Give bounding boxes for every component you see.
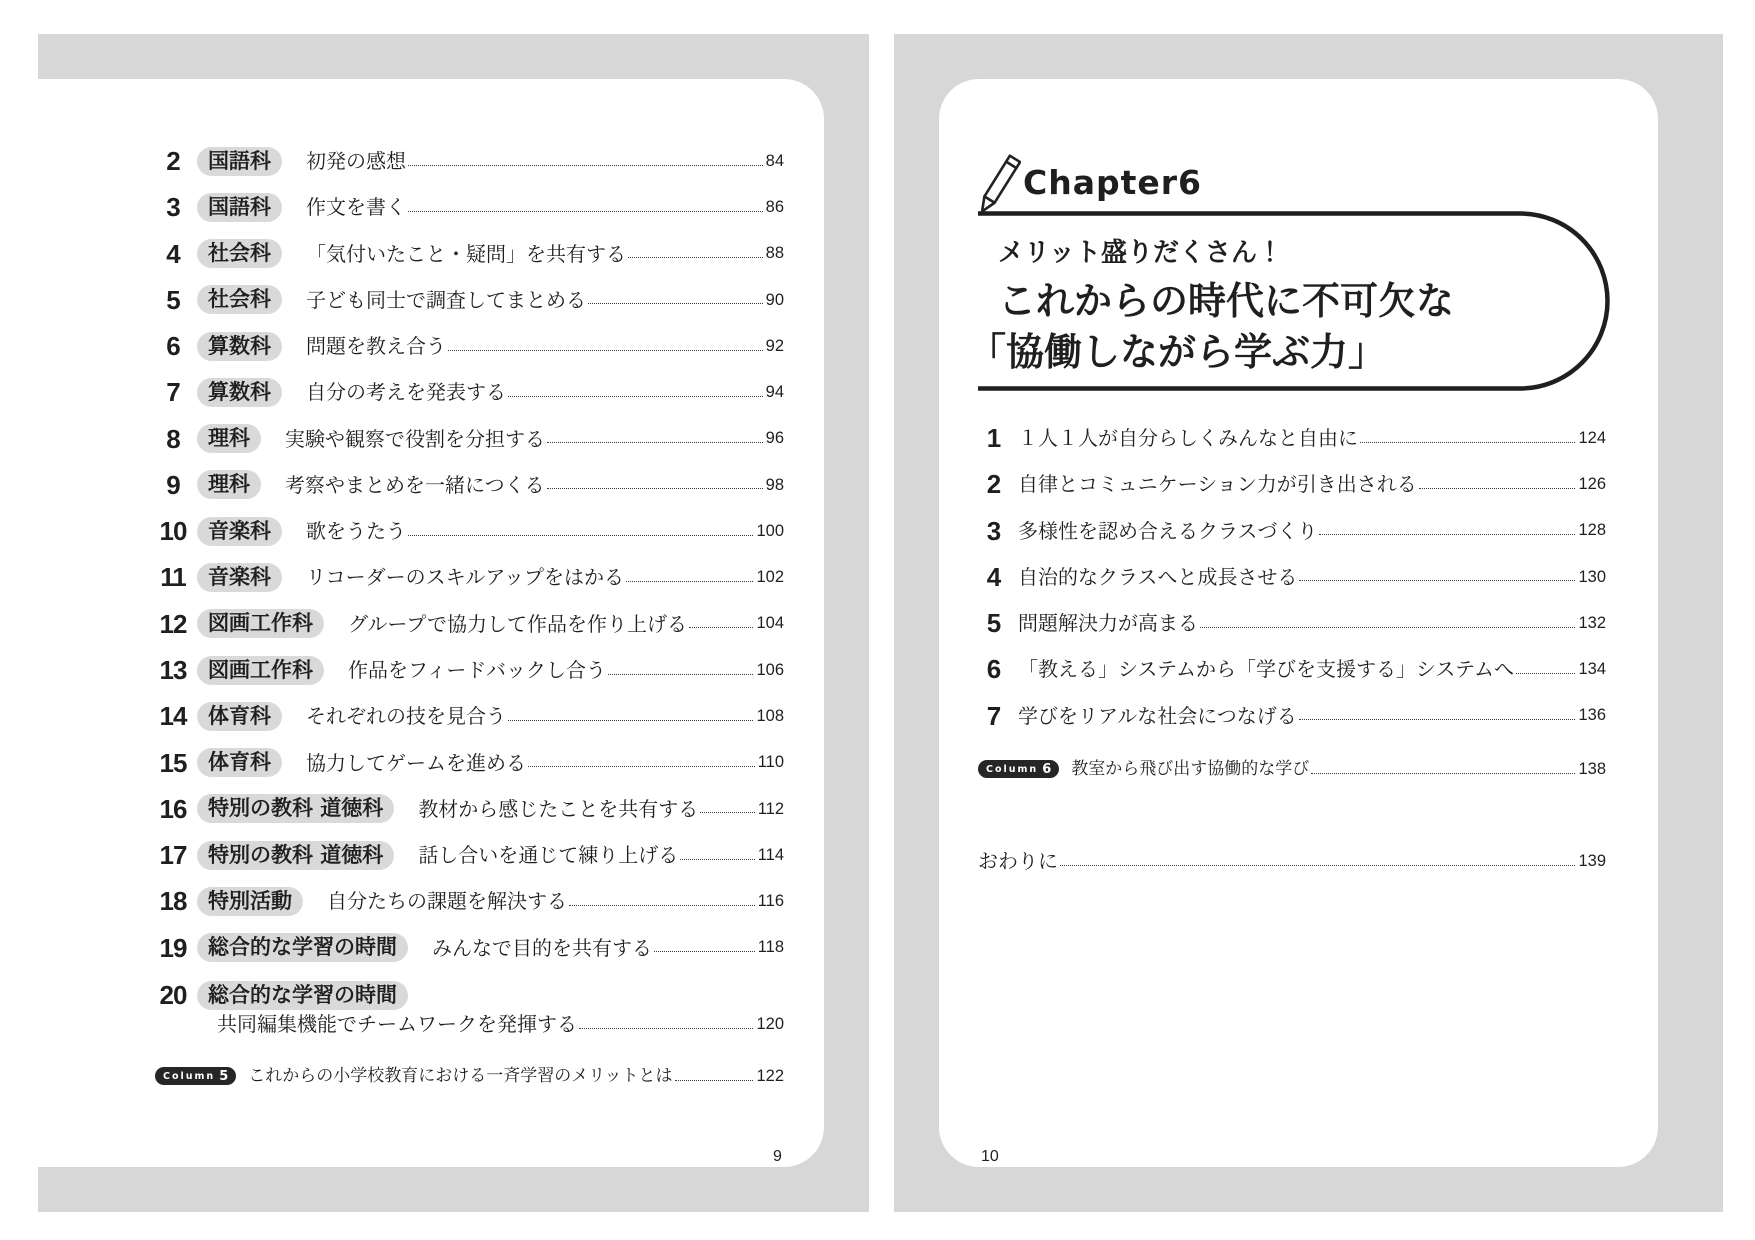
- toc-entry: [978, 461, 1606, 507]
- chapter-title-line-2: 「協働しながら学ぶ力」: [968, 330, 1387, 374]
- entry-title: 自治的なクラスへと成長させる: [1018, 564, 1298, 589]
- subject-badge: 体育科: [197, 702, 282, 731]
- page-ref: 126: [1578, 475, 1606, 494]
- dot-leader: [1299, 580, 1575, 581]
- toc-entry: [149, 832, 784, 878]
- subject-badge: 体育科: [197, 748, 282, 777]
- page-ref: 96: [765, 429, 784, 448]
- dot-leader: [528, 766, 755, 767]
- entry-number: 6: [986, 654, 1002, 685]
- toc-entry: [149, 416, 784, 462]
- entry-number: 16: [159, 793, 187, 824]
- entry-number: 19: [159, 932, 187, 963]
- entry-title: 「気付いたこと・疑問」を共有する: [306, 241, 626, 266]
- entry-title: みんなで目的を共有する: [432, 935, 652, 960]
- page-ref: 100: [756, 521, 784, 540]
- page-ref: 120: [756, 1014, 784, 1033]
- column-entry: [978, 755, 1606, 783]
- subject-badge: 理科: [197, 424, 261, 453]
- subject-badge: 特別の教科 道徳科: [197, 794, 394, 823]
- subject-badge: 特別活動: [197, 887, 303, 916]
- entry-number: 2: [166, 146, 180, 177]
- entry-number: 8: [166, 423, 180, 454]
- page-ref: 98: [765, 475, 784, 494]
- page-ref: 112: [757, 799, 784, 818]
- page-number: 9: [773, 1148, 782, 1165]
- toc-entry: [149, 323, 784, 369]
- column-badge: [155, 1067, 236, 1085]
- entry-number: 13: [159, 655, 187, 686]
- entry-title: 歌をうたう: [306, 519, 406, 544]
- toc-entry: [149, 462, 784, 508]
- entry-title: 問題を教え合う: [306, 334, 446, 359]
- entry-title: 「教える」システムから「学びを支援する」システムへ: [1018, 657, 1514, 682]
- dot-leader: [654, 951, 755, 952]
- entry-number: 7: [166, 377, 180, 408]
- entry-title: 作文を書く: [306, 195, 406, 220]
- dot-leader: [1419, 488, 1576, 489]
- dot-leader: [1311, 773, 1575, 774]
- entry-title: 実験や観察で役割を分担する: [285, 426, 545, 451]
- dot-leader: [569, 905, 755, 906]
- afterword-entry: [978, 846, 1606, 876]
- dot-leader: [508, 720, 753, 721]
- dot-leader: [689, 627, 753, 628]
- subject-badge: 特別の教科 道徳科: [197, 841, 394, 870]
- entry-number: 7: [986, 700, 1002, 731]
- entry-number: 15: [159, 747, 187, 778]
- page-ref: 118: [757, 938, 784, 957]
- entry-number: 3: [166, 192, 180, 223]
- page-ref: 84: [765, 151, 784, 170]
- toc-entry: [149, 739, 784, 785]
- entry-number: 6: [166, 331, 180, 362]
- toc-entry: [978, 508, 1606, 554]
- column-label: Column: [986, 763, 1039, 775]
- page-ref: 136: [1578, 706, 1606, 725]
- entry-title: 自分の考えを発表する: [306, 380, 506, 405]
- subject-badge: 総合的な学習の時間: [197, 981, 408, 1010]
- dot-leader: [579, 1028, 753, 1029]
- page-ref: 86: [765, 198, 784, 217]
- subject-badge: 社会科: [197, 239, 282, 268]
- dot-leader: [448, 350, 763, 351]
- entry-number: 1: [986, 423, 1002, 454]
- subject-badge: 音楽科: [197, 517, 282, 546]
- entry-number: 11: [160, 562, 186, 593]
- column-number: 5: [219, 1068, 229, 1084]
- dot-leader: [700, 812, 754, 813]
- dot-leader: [408, 211, 763, 212]
- entry-title: それぞれの技を見合う: [306, 704, 506, 729]
- toc-entry: [149, 184, 784, 230]
- page-ref: 102: [756, 568, 784, 587]
- entry-title: 協力してゲームを進める: [306, 750, 526, 775]
- subject-badge: 図画工作科: [197, 609, 324, 638]
- entry-number: 18: [159, 886, 187, 917]
- toc-entry: [978, 646, 1606, 692]
- dot-leader: [1319, 534, 1575, 535]
- entry-number: 2: [986, 469, 1002, 500]
- dot-leader: [547, 442, 763, 443]
- toc-entry: [149, 878, 784, 924]
- column-label: Column: [163, 1070, 216, 1082]
- toc-entry: [149, 230, 784, 276]
- page-ref: 90: [765, 290, 784, 309]
- column-title: これからの小学校教育における一斉学習のメリットとは: [248, 1065, 673, 1086]
- dot-leader: [1516, 673, 1575, 674]
- toc-entry: [149, 277, 784, 323]
- entry-title: 多様性を認め合えるクラスづくり: [1018, 518, 1318, 543]
- toc-entry: [149, 138, 784, 184]
- dot-leader: [628, 257, 763, 258]
- dot-leader: [547, 488, 763, 489]
- entry-title: 自分たちの課題を解決する: [327, 889, 567, 914]
- entry-title: 学びをリアルな社会につなげる: [1018, 703, 1297, 728]
- subject-badge: 算数科: [197, 378, 282, 407]
- entry-number: 9: [166, 469, 180, 500]
- entry-title: グループで協力して作品を作り上げる: [348, 611, 687, 636]
- subject-badge: 総合的な学習の時間: [197, 933, 408, 962]
- page-number: 10: [981, 1148, 999, 1165]
- entry-number: 5: [986, 608, 1002, 639]
- entry-number: 12: [159, 608, 187, 639]
- subject-badge: 国語科: [197, 193, 282, 222]
- column-entry: [155, 1062, 784, 1090]
- entry-number: 20: [159, 980, 187, 1010]
- dot-leader: [1299, 719, 1576, 720]
- entry-number: 4: [986, 561, 1002, 592]
- toc-entry: [149, 693, 784, 739]
- page-ref: 114: [757, 845, 784, 864]
- entry-title: 自律とコミュニケーション力が引き出される: [1018, 472, 1417, 497]
- dot-leader: [1360, 442, 1575, 443]
- toc-entry: [149, 647, 784, 693]
- entry-title: 考察やまとめを一緒につくる: [285, 472, 545, 497]
- toc-entry: [149, 369, 784, 415]
- toc-entry: [149, 554, 784, 600]
- page-ref: 92: [765, 336, 784, 355]
- entry-number: 14: [159, 701, 187, 732]
- entry-number: 10: [159, 516, 187, 547]
- entry-number: 3: [986, 515, 1002, 546]
- entry-title: 共同編集機能でチームワークを発揮する: [217, 1012, 577, 1036]
- column-title: 教室から飛び出す協働的な学び: [1071, 758, 1310, 779]
- dot-leader: [408, 165, 763, 166]
- dot-leader: [608, 674, 753, 675]
- entry-title: 子ども同士で調査してまとめる: [306, 287, 586, 312]
- page-ref: 110: [757, 753, 784, 772]
- entry-title: 話し合いを通じて練り上げる: [418, 843, 679, 868]
- chapter-title-line-1: これからの時代に不可欠な: [998, 279, 1455, 323]
- toc-entry: [978, 415, 1606, 461]
- page-ref: 138: [1578, 759, 1606, 778]
- page-ref: 106: [756, 660, 784, 679]
- subject-badge: 理科: [197, 470, 261, 499]
- entry-title: １人１人が自分らしくみんなと自由に: [1018, 426, 1358, 451]
- dot-leader: [675, 1080, 754, 1081]
- column-number: 6: [1042, 761, 1052, 777]
- entry-title: リコーダーのスキルアップをはかる: [306, 565, 624, 590]
- dot-leader: [1200, 627, 1575, 628]
- entry-number: 4: [166, 238, 180, 269]
- page-ref: 139: [1578, 851, 1606, 870]
- dot-leader: [1060, 865, 1575, 866]
- page-ref: 134: [1578, 660, 1606, 679]
- entry-number: 5: [166, 284, 180, 315]
- toc-entry: [149, 925, 784, 971]
- page-ref: 130: [1578, 567, 1606, 586]
- subject-badge: 音楽科: [197, 563, 282, 592]
- dot-leader: [626, 581, 753, 582]
- afterword-title: おわりに: [978, 849, 1058, 873]
- dot-leader: [508, 396, 763, 397]
- column-badge: [978, 760, 1059, 778]
- entry-title: 作品をフィードバックし合う: [348, 658, 606, 683]
- page-ref: 88: [765, 244, 784, 263]
- page-ref: 108: [756, 706, 784, 725]
- dot-leader: [408, 535, 753, 536]
- page-ref: 116: [757, 892, 784, 911]
- page-ref: 128: [1578, 521, 1606, 540]
- toc-entry: [978, 693, 1606, 739]
- subject-badge: 図画工作科: [197, 656, 324, 685]
- entry-title: 教材から感じたことを共有する: [418, 796, 699, 821]
- toc-entry-subtitle: [217, 1011, 784, 1037]
- toc-entry: [978, 600, 1606, 646]
- toc-entry: [149, 508, 784, 554]
- toc-entry: [978, 554, 1606, 600]
- page-ref: 122: [756, 1066, 784, 1085]
- page-ref: 124: [1578, 428, 1606, 447]
- subject-badge: 国語科: [197, 147, 282, 176]
- entry-title: 初発の感想: [306, 149, 406, 174]
- toc-entry: [149, 601, 784, 647]
- dot-leader: [588, 303, 763, 304]
- toc-entry-heading: [149, 979, 784, 1011]
- chapter-label: Chapter6: [1023, 163, 1202, 202]
- page-ref: 94: [765, 383, 784, 402]
- page-ref: 104: [756, 614, 784, 633]
- entry-title: 問題解決力が高まる: [1018, 611, 1198, 636]
- page-ref: 132: [1578, 613, 1606, 632]
- subject-badge: 社会科: [197, 285, 282, 314]
- chapter-subtitle: メリット盛りだくさん！: [998, 238, 1283, 268]
- toc-entry: [149, 786, 784, 832]
- dot-leader: [680, 859, 754, 860]
- subject-badge: 算数科: [197, 332, 282, 361]
- entry-number: 17: [159, 840, 187, 871]
